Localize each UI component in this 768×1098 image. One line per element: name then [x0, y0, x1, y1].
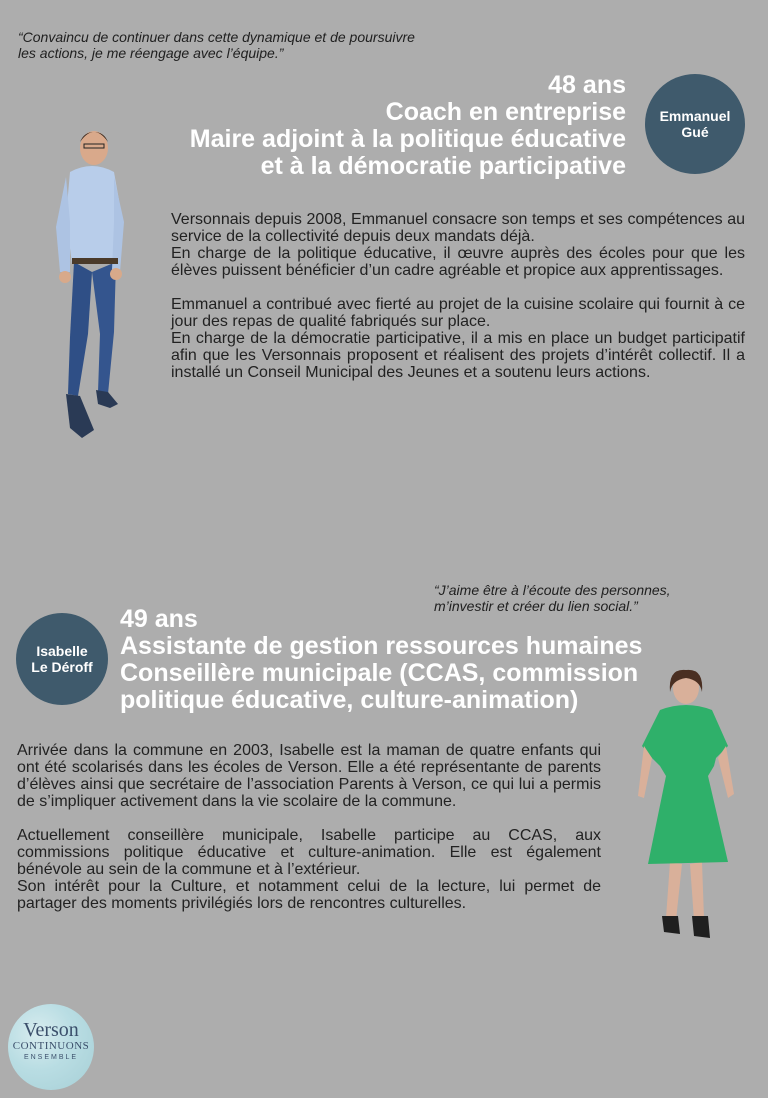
- emmanuel-role-2: Maire adjoint à la politique éducative: [189, 125, 626, 153]
- isabelle-age: 49 ans: [120, 605, 198, 633]
- isabelle-bio-paragraph: Actuellement conseillère municipale, Isabelle participe au CCAS, aux commissions politique éducative et culture-animation. Elle est également bénévole au sein de la commune et à l’extérieur.: [17, 827, 601, 878]
- verson-logo: [8, 1004, 94, 1090]
- emmanuel-first-name: Emmanuel: [659, 108, 731, 124]
- emmanuel-last-name: Gué: [681, 124, 709, 140]
- emmanuel-quote: “Convaincu de continuer dans cette dynamique et de poursuivre les actions, je me réengage avec l’équipe.”: [18, 29, 415, 61]
- emmanuel-photo: [48, 122, 136, 444]
- isabelle-photo: [632, 666, 740, 944]
- isabelle-bio-paragraph: Arrivée dans la commune en 2003, Isabelle est la maman de quatre enfants qui ont été scolarisés dans les écoles de Verson. Elle a été représentante de parents d’élèves ainsi que secrétaire de l’association Parents à Verson, ce qui lui a permis de s’impliquer activement dans la vie scolaire de la commune.: [17, 742, 601, 810]
- isabelle-role-1: Assistante de gestion ressources humaines: [120, 632, 643, 660]
- isabelle-first-name: Isabelle: [36, 643, 88, 659]
- emmanuel-bio-paragraph: Emmanuel a contribué avec fierté au projet de la cuisine scolaire qui fournit à ce jour des repas de qualité fabriqués sur place.: [171, 296, 745, 330]
- isabelle-role-3: politique éducative, culture-animation): [120, 686, 579, 714]
- emmanuel-bio-paragraph: En charge de la démocratie participative, il a mis en place un budget participatif afin que les Versonnais proposent et réalisent des projets d’intérêt collectif. Il a installé un Conseil Municipal des Jeunes et a soutenu leurs actions.: [171, 330, 745, 381]
- logo-line-1: Verson: [23, 1019, 79, 1041]
- emmanuel-name-badge: [645, 74, 745, 174]
- emmanuel-bio: [171, 211, 745, 381]
- isabelle-bio-paragraph: Son intérêt pour la Culture, et notamment celui de la lecture, lui permet de partager des moments privilégiés lors de rencontres culturelles.: [17, 878, 601, 912]
- isabelle-last-name: Le Déroff: [31, 659, 93, 675]
- emmanuel-role-3: et à la démocratie participative: [260, 152, 626, 180]
- logo-line-2: CONTINUONS: [12, 1040, 90, 1052]
- isabelle-name-badge: [16, 613, 108, 705]
- emmanuel-age: 48 ans: [548, 71, 626, 99]
- isabelle-heading: [120, 606, 642, 714]
- emmanuel-bio-paragraph: En charge de la politique éducative, il œuvre auprès des écoles pour que les élèves puissent bénéficier d’un cadre agréable et propice aux apprentissages.: [171, 245, 745, 279]
- emmanuel-bio-paragraph: Versonnais depuis 2008, Emmanuel consacre son temps et ses compétences au service de la collectivité depuis deux mandats déjà.: [171, 211, 745, 245]
- isabelle-role-2: Conseillère municipale (CCAS, commission: [120, 659, 639, 687]
- emmanuel-role-1: Coach en entreprise: [385, 98, 626, 126]
- isabelle-quote: “J’aime être à l’écoute des personnes, m’investir et créer du lien social.”: [434, 582, 671, 614]
- isabelle-bio: [17, 742, 601, 912]
- logo-line-3: ENSEMBLE: [23, 1054, 79, 1061]
- emmanuel-heading: [190, 72, 626, 180]
